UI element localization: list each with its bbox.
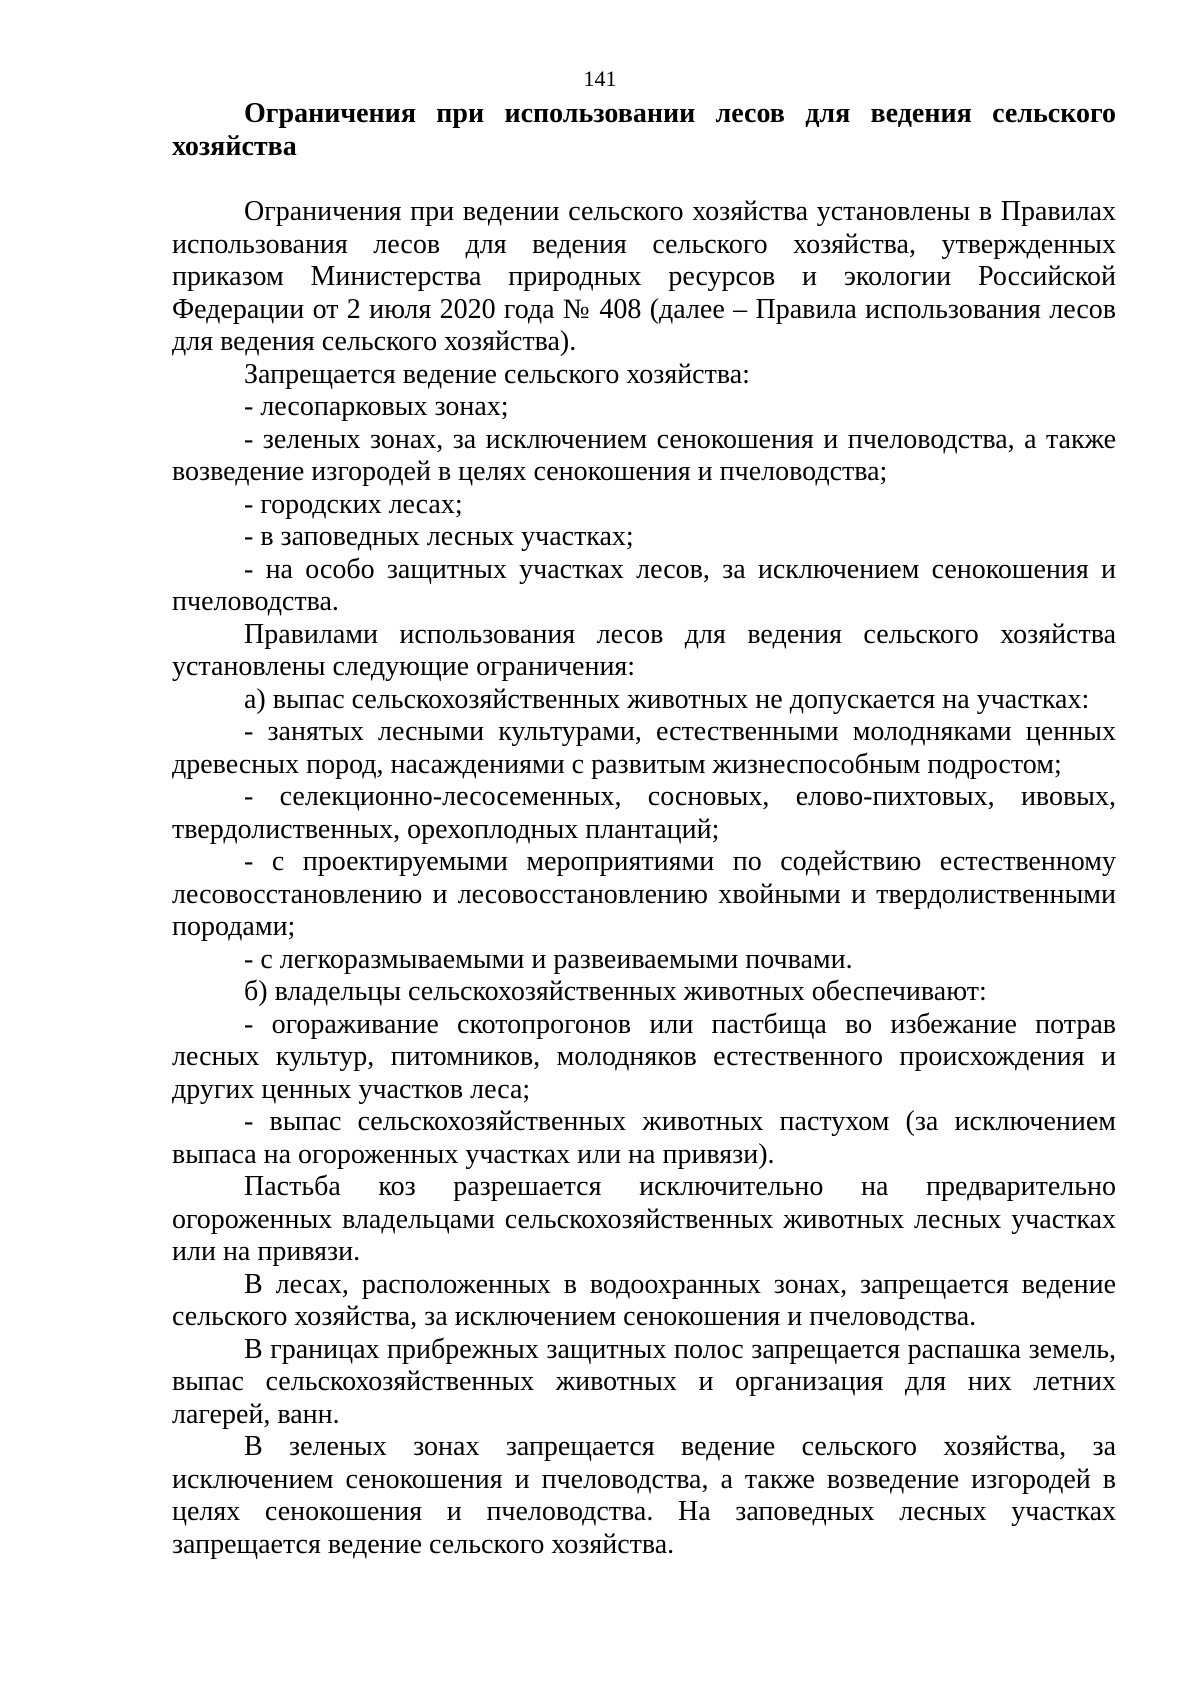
document-body (172, 98, 1116, 1561)
paragraph-restrictions-intro: Правилами использования лесов для ведения сельского хозяйства установлены следующие ограничения: (172, 618, 1116, 682)
paragraph-coastal-strips: В границах прибрежных защитных полос запрещается распашка земель, выпас сельскохозяйственных животных и организация для них летних лагерей, ванн. (172, 1333, 1116, 1430)
paragraph-water-protection: В лесах, расположенных в водоохранных зонах, запрещается ведение сельского хозяйства, за исключением сенокошения и пчеловодства. (172, 1268, 1116, 1332)
paragraph-rules-reference: Ограничения при ведении сельского хозяйства установлены в Правилах использования лесов для ведения сельского хозяйства, утвержденных приказом Министерства природных ресурсов и экологии Российской Федерации от 2 июля 2020 года № 408 (далее – Правила использования лесов для ведения сельского хозяйства). (172, 196, 1116, 357)
paragraph-goat-grazing: Пастьба коз разрешается исключительно на предварительно огороженных владельцами сельскохозяйственных животных лесных участках или на привязи. (172, 1171, 1116, 1267)
list-item: - селекционно-лесосеменных, сосновых, елово-пихтовых, ивовых, твердолиственных, орехоплодных плантаций; (172, 781, 1116, 845)
list-item: - с легкоразмываемыми и развеиваемыми почвами. (244, 943, 853, 975)
list-item: - в заповедных лесных участках; (244, 521, 634, 552)
list-item: - на особо защитных участках лесов, за исключением сенокошения и пчеловодства. (172, 553, 1116, 617)
list-item: - выпас сельскохозяйственных животных пастухом (за исключением выпаса на огороженных участках или на привязи). (172, 1106, 1116, 1170)
list-item: - с проектируемыми мероприятиями по содействию естественному лесовосстановлению и лесовосстановлению хвойными и твердолиственными породами; (172, 846, 1116, 942)
list-item: - лесопарковых зонах; (244, 391, 509, 422)
paragraph-owners-obligations: б) владельцы сельскохозяйственных животных обеспечивают: (244, 976, 987, 1007)
paragraph-prohibition-intro: Запрещается ведение сельского хозяйства: (244, 358, 750, 390)
list-item: - зеленых зонах, за исключением сенокошения и пчеловодства, а также возведение изгородей в целях сенокошения и пчеловодства; (172, 423, 1116, 487)
section-heading: Ограничения при использовании лесов для ведения сельского хозяйства (172, 98, 1116, 162)
list-item: - городских лесах; (244, 488, 463, 520)
paragraph-grazing-restriction: а) выпас сельскохозяйственных животных не допускается на участках: (244, 683, 1090, 715)
paragraph-green-zones: В зеленых зонах запрещается ведение сельского хозяйства, за исключением сенокошения и пчеловодства, а также возведение изгородей в целях сенокошения и пчеловодства. На заповедных лесных участках запрещается ведение сельского хозяйства. (172, 1431, 1116, 1560)
list-item: - занятых лесными культурами, естественными молодняками ценных древесных пород, насаждениями с развитым жизнеспособным подростом; (172, 716, 1116, 780)
list-item: - огораживание скотопрогонов или пастбища во избежание потрав лесных культур, питомников, молодняков естественного происхождения и других ценных участков леса; (172, 1008, 1116, 1105)
page-number: 141 (583, 66, 617, 91)
